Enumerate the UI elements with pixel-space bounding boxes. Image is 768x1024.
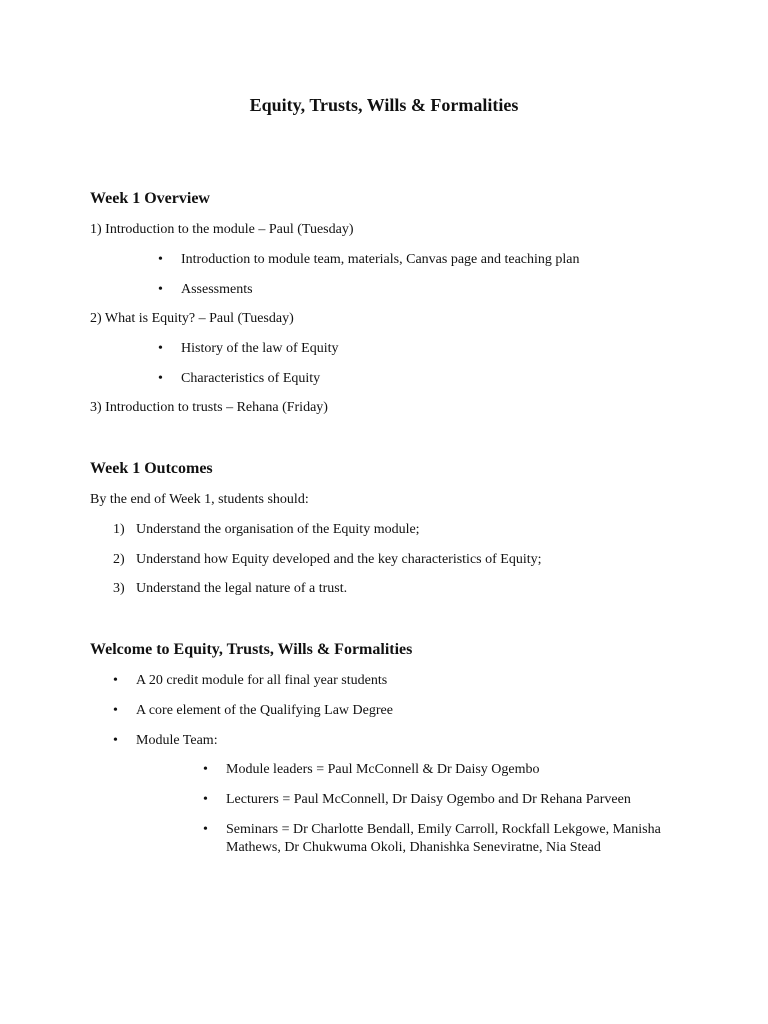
outcomes-heading: Week 1 Outcomes (90, 460, 213, 477)
bullet-icon: • (113, 673, 118, 688)
bullet-icon: • (113, 703, 118, 718)
bullet-icon: • (113, 733, 118, 748)
bullet-icon: • (158, 341, 163, 356)
bullet-icon: • (158, 282, 163, 297)
welcome-bullet-1: A 20 credit module for all final year students (136, 673, 388, 688)
overview-item-2: 2) What is Equity? – Paul (Tuesday) (90, 311, 294, 326)
overview-heading: Week 1 Overview (90, 190, 210, 207)
team-seminars: Seminars = Dr Charlotte Bendall, Emily Carroll, Rockfall Lekgowe, Manisha Mathews, Dr Chukwuma Okoli, Dhanishka Seneviratne, Nia Stead (226, 822, 661, 855)
overview-item-3: 3) Introduction to trusts – Rehana (Friday) (90, 400, 328, 415)
outcome-item-1: Understand the organisation of the Equity module; (136, 522, 420, 537)
welcome-bullet-2: A core element of the Qualifying Law Degree (136, 703, 393, 718)
overview-item-1-bullet-2: Assessments (181, 282, 253, 297)
bullet-icon: • (158, 371, 163, 386)
welcome-heading: Welcome to Equity, Trusts, Wills & Formalities (90, 641, 413, 658)
bullet-icon: • (158, 252, 163, 267)
outcome-number: 1) (113, 522, 125, 537)
outcome-item-3: Understand the legal nature of a trust. (136, 581, 348, 596)
outcome-number: 2) (113, 552, 125, 567)
welcome-bullet-3: Module Team: (136, 733, 218, 748)
overview-item-1-bullet-1: Introduction to module team, materials, Canvas page and teaching plan (181, 252, 580, 267)
overview-item-2-bullet-2: Characteristics of Equity (181, 371, 321, 386)
bullet-icon: • (203, 762, 208, 777)
overview-item-1: 1) Introduction to the module – Paul (Tuesday) (90, 222, 354, 237)
outcomes-intro: By the end of Week 1, students should: (90, 492, 309, 507)
team-module-leaders: Module leaders = Paul McConnell & Dr Daisy Ogembo (226, 762, 540, 777)
outcome-number: 3) (113, 581, 125, 596)
overview-item-2-bullet-1: History of the law of Equity (181, 341, 339, 356)
bullet-icon: • (203, 792, 208, 807)
bullet-icon: • (203, 822, 208, 837)
team-lecturers: Lecturers = Paul McConnell, Dr Daisy Ogembo and Dr Rehana Parveen (226, 792, 631, 807)
outcome-item-2: Understand how Equity developed and the key characteristics of Equity; (136, 552, 542, 567)
document-title: Equity, Trusts, Wills & Formalities (249, 95, 519, 115)
